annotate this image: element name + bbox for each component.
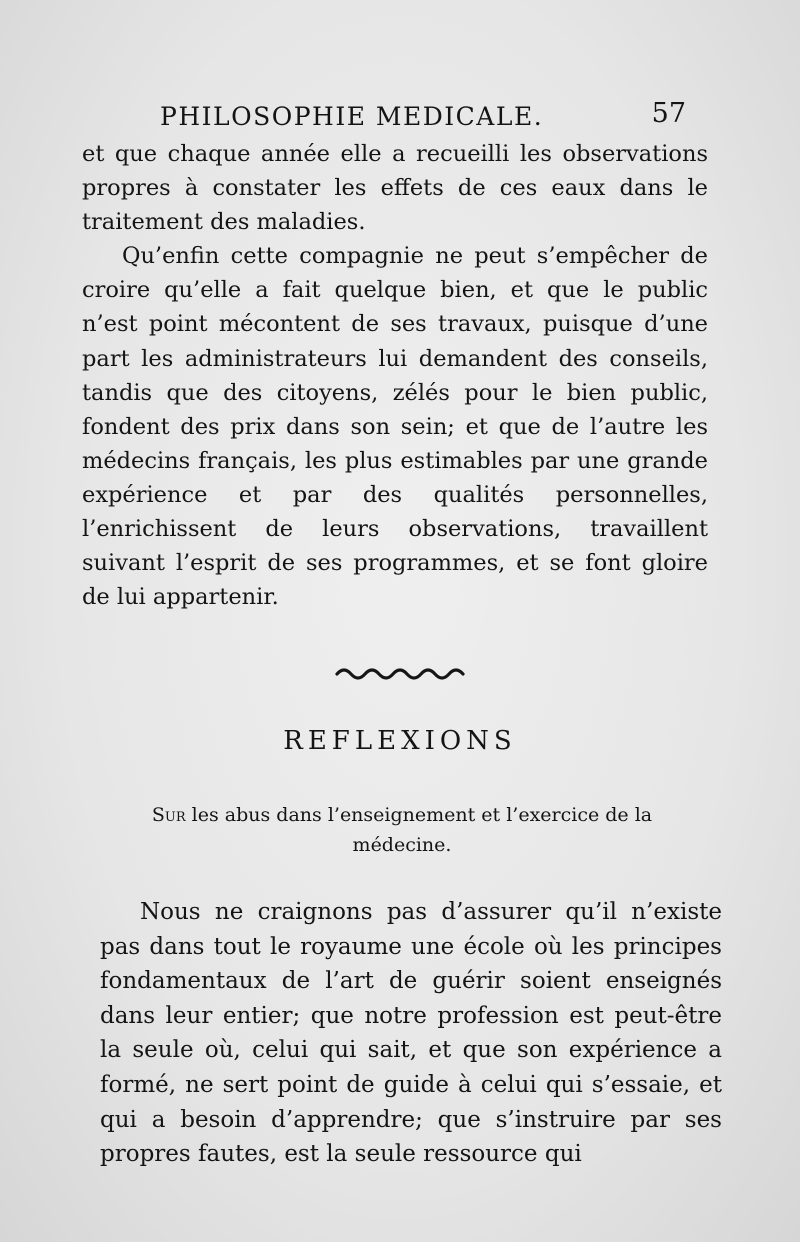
page-header [160,98,700,136]
opening-text [82,137,708,614]
subtitle-text: les abus dans l’enseignement et l’exercice de la médecine. [185,804,653,856]
paragraph: Nous ne craignons pas d’assurer qu’il n’existe pas dans tout le royaume une école où les principes fondamentaux de l’art de guérir soient enseignés dans leur entier; que notre profession est peut-être la seule où, celui qui sait, et que son expérience a formé, ne sert point de guide à celui qui s’essaie, et qui a besoin d’apprendre; que s’instruire par ses propres fautes, est la seule ressource qui [100,899,722,1168]
section-subtitle [122,800,682,860]
wavy-ornament [335,664,465,684]
paragraph: et que chaque année elle a recueilli les observations propres à constater les effets de ces eaux dans le traitement des maladies. [82,141,708,236]
running-title: PHILOSOPHIE MEDICALE. [160,102,544,131]
subtitle-lead: Sur [151,804,186,826]
section-title: REFLEXIONS [283,726,517,756]
section-body [100,895,722,1172]
paragraph: Qu’enfin cette compagnie ne peut s’empêcher de croire qu’elle a fait quelque bien, et que le public n’est point mécontent de ses travaux, puisque d’une part les administrateurs lui demandent des conseils, tandis que des citoyens, zélés pour le bien public, fondent des prix dans son sein; et que de l’autre les médecins français, les plus estimables par une grande expérience et par des qualités personnelles, l’enrichissent de leurs observations, travaillent suivant l’esprit de ses programmes, et se font gloire de lui appartenir. [82,243,708,611]
page-number: 57 [651,98,686,129]
